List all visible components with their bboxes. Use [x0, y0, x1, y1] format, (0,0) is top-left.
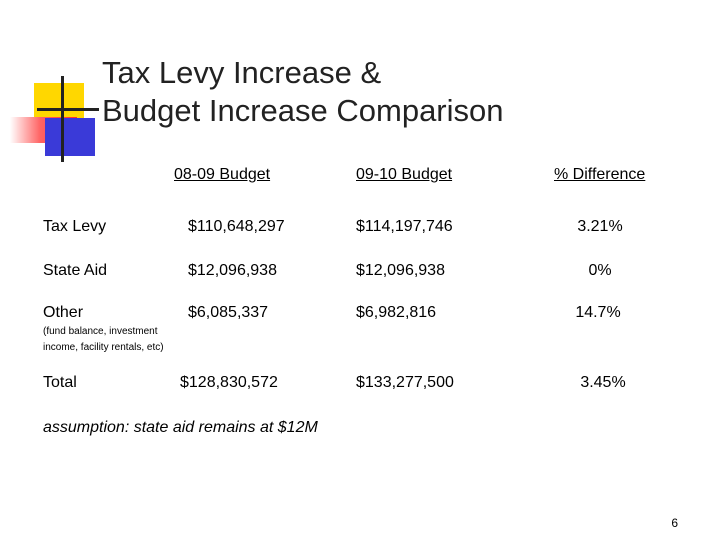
row-label: State Aid	[43, 262, 108, 279]
cell-0910-budget: $114,197,746	[356, 218, 453, 235]
assumption-note: assumption: state aid remains at $12M	[43, 419, 318, 436]
logo-blue-square	[45, 118, 95, 156]
cell-0809-budget: $128,830,572	[180, 374, 278, 391]
cell-pct-difference: 0%	[588, 262, 612, 279]
cell-pct-difference: 3.45%	[580, 374, 626, 391]
cell-0910-budget: $12,096,938	[356, 262, 445, 279]
row-label: Tax Levy	[43, 218, 107, 235]
row-note-line1: (fund balance, investment	[43, 326, 158, 337]
row-note-line2: income, facility rentals, etc)	[43, 342, 164, 353]
row-note	[43, 324, 164, 356]
cell-0910-budget: $133,277,500	[356, 374, 454, 391]
cell-0809-budget: $12,096,938	[188, 262, 277, 279]
logo-horizontal-line	[37, 108, 99, 111]
header-0809-budget: 08-09 Budget	[174, 166, 271, 183]
cell-0910-budget: $6,982,816	[356, 304, 437, 321]
cell-0809-budget: $110,648,297	[188, 218, 285, 235]
cell-0809-budget: $6,085,337	[188, 304, 269, 321]
logo-vertical-line	[61, 76, 64, 162]
slide-title-line1: Tax Levy Increase &	[102, 55, 382, 90]
cell-pct-difference: 14.7%	[575, 304, 621, 321]
page-number: 6	[671, 516, 678, 530]
row-label: Other	[43, 304, 84, 321]
row-label: Total	[43, 374, 77, 391]
slide-title	[102, 54, 504, 130]
cell-pct-difference: 3.21%	[577, 218, 623, 235]
header-pct-difference: % Difference	[554, 166, 646, 183]
slide-title-line2: Budget Increase Comparison	[102, 93, 504, 128]
header-0910-budget: 09-10 Budget	[356, 166, 453, 183]
